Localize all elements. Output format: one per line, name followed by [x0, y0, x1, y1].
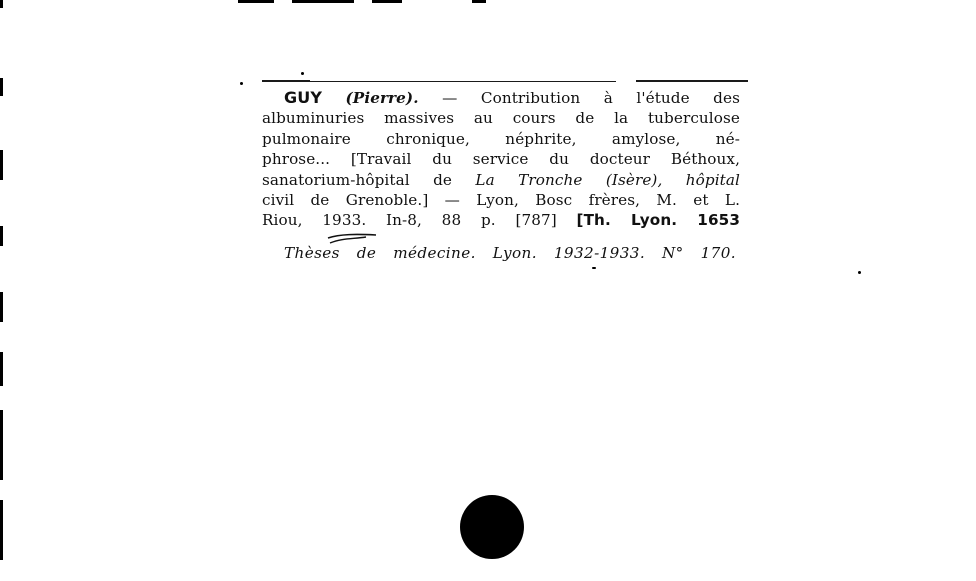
edge-mark — [0, 292, 3, 322]
speck — [240, 82, 243, 85]
series-note: Thèses de médecine. Lyon. 1932-1933. N° 170. — [284, 244, 736, 262]
speck — [301, 72, 304, 75]
author-given-name: (Pierre). — [345, 89, 419, 107]
imprint: Riou, 1933. In-8, 88 p. [787] — [262, 211, 557, 230]
entry-line-6: civil de Grenoble.] — Lyon, Bosc frères, M. et L. — [262, 191, 740, 210]
entry-line-5 — [262, 170, 740, 190]
entry-line-4: phrose... [Travail du service du docteur Béthoux, — [262, 150, 740, 169]
place-name: La Tronche — [475, 170, 583, 189]
thesis-number: [Th. Lyon. 1653 — [576, 211, 740, 230]
title-start: — Contribution à l'étude des — [442, 89, 740, 107]
edge-mark — [0, 226, 3, 246]
top-mark — [238, 0, 274, 3]
header-rule — [310, 81, 616, 82]
edge-mark — [0, 150, 3, 180]
entry-line-3: pulmonaire chronique, néphrite, amylose, né- — [262, 129, 740, 148]
entry-line-7 — [262, 210, 740, 230]
edge-mark — [0, 352, 3, 386]
header-rule — [262, 80, 310, 82]
author-surname: GUY — [284, 88, 323, 107]
edge-mark — [0, 410, 3, 480]
header-rule — [636, 80, 748, 82]
institution: sanatorium-hôpital de — [262, 170, 452, 189]
place-region: (Isère), hôpital — [605, 170, 740, 189]
entry-text — [262, 88, 740, 231]
entry-line-1 — [262, 88, 740, 108]
edge-mark — [0, 500, 3, 560]
speck — [858, 271, 861, 274]
top-mark — [372, 0, 402, 3]
entry-line-2: albuminuries massives au cours de la tuberculose — [262, 109, 740, 128]
speck — [592, 267, 596, 269]
top-mark — [472, 0, 486, 3]
top-mark — [292, 0, 354, 3]
edge-mark — [0, 0, 3, 8]
catalogue-entry — [262, 88, 740, 231]
edge-mark — [0, 78, 3, 96]
punch-hole — [460, 495, 524, 559]
